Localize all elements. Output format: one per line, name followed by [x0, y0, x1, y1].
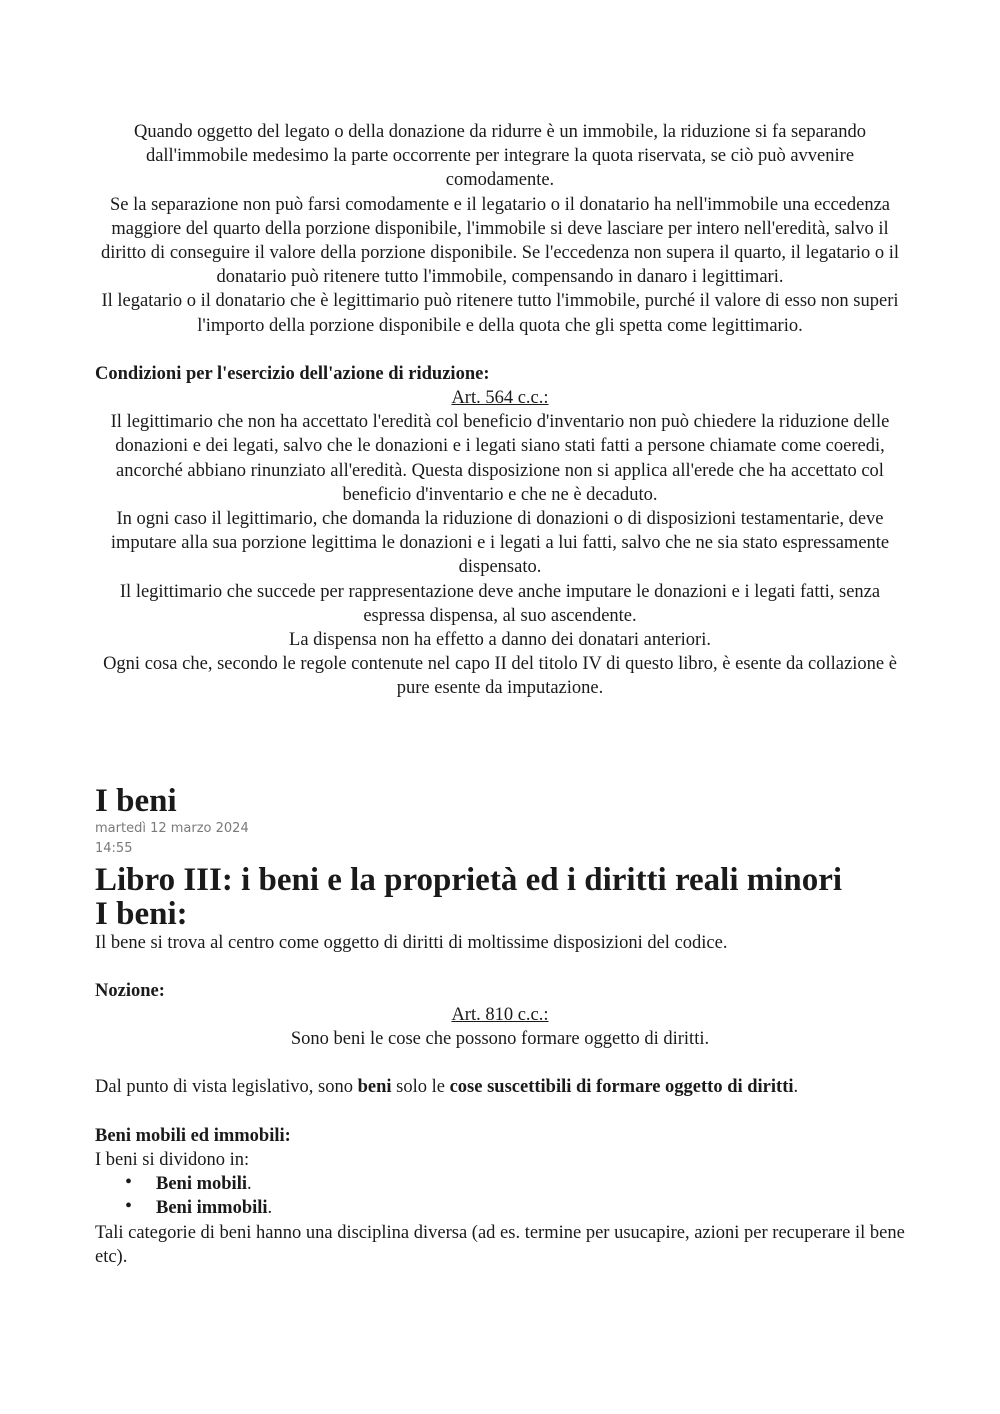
text-run: .: [793, 1077, 799, 1098]
document-page: [95, 120, 905, 1269]
paragraph: Il legatario o il donatario che è legittimario può ritenere tutto l'immobile, purché il valore di esso non superi l'importo della porzione disponibile e della quota che gli spetta come legittimario.: [101, 291, 899, 336]
paragraph: Quando oggetto del legato o della donazione da ridurre è un immobile, la riduzione si fa separando dall'immobile medesimo la parte occorrente per integrare la quota riservata, se ciò può avvenire comodamente.: [133, 122, 867, 191]
bullet-list: [95, 1172, 905, 1220]
list-item-bold: Beni mobili: [156, 1174, 247, 1195]
list-item: [125, 1172, 905, 1196]
bullet-icon: •: [125, 1171, 133, 1194]
list-intro: I beni si dividono in:: [95, 1149, 250, 1170]
list-item: [125, 1196, 905, 1220]
book-title: Libro III: i beni e la proprietà ed i diritti reali minori: [95, 861, 843, 898]
bullet-icon: •: [125, 1195, 133, 1218]
section-subtitle: I beni:: [95, 895, 188, 932]
bold-term: beni: [357, 1077, 392, 1098]
paragraph: La dispensa non ha effetto a danno dei donatari anteriori.: [289, 630, 711, 651]
intro-text: Il bene si trova al centro come oggetto di diritti di moltissime disposizioni del codice.: [95, 932, 728, 953]
paragraph: Il legittimario che non ha accettato l'eredità col beneficio d'inventario non può chiedere la riduzione delle donazioni e dei legati, salvo che le donazioni e i legati siano stati fatti a persone chiamate come coeredi, ancorché abbiano rinunziato all'eredità. Questa disposizione non si applica all'erede che ha accettato col beneficio d'inventario e che ne è decaduto.: [110, 412, 890, 505]
bold-term: cose suscettibili di formare oggetto di diritti: [449, 1077, 794, 1098]
text-run: Dal punto di vista legislativo, sono: [95, 1077, 358, 1098]
section-heading-nozione: Nozione:: [95, 980, 165, 1001]
paragraph: Il legittimario che succede per rappresentazione deve anche imputare le donazioni e i legati fatti, senza espressa dispensa, al suo ascendente.: [119, 581, 881, 626]
closing-text: Tali categorie di beni hanno una disciplina diversa (ad es. termine per usucapire, azioni per recuperare il bene etc).: [95, 1222, 905, 1267]
list-item-bold: Beni immobili: [156, 1198, 268, 1219]
section-heading-mobili: Beni mobili ed immobili:: [95, 1125, 291, 1146]
section-heading-conditions: Condizioni per l'esercizio dell'azione di riduzione:: [95, 363, 490, 384]
paragraph: In ogni caso il legittimario, che domanda la riduzione di donazioni o di disposizioni testamentarie, deve imputare alla sua porzione legittima le donazioni e i legati a lui fatti, salvo che ne sia stato espressamente dispensato.: [110, 509, 890, 578]
paragraph: Ogni cosa che, secondo le regole contenute nel capo II del titolo IV di questo libro, è esente da collazione è pure esente da imputazione.: [103, 654, 897, 699]
list-item-rest: .: [246, 1174, 252, 1195]
article-link-564[interactable]: Art. 564 c.c.:: [451, 388, 549, 409]
list-item-rest: .: [267, 1198, 273, 1219]
legislative-definition: [95, 1075, 905, 1099]
note-title: I beni: [95, 782, 177, 819]
note-time: 14:55: [95, 840, 133, 856]
article-text: Sono beni le cose che possono formare oggetto di diritti.: [290, 1029, 710, 1050]
note-date: martedì 12 marzo 2024: [95, 820, 249, 836]
article-link-810[interactable]: Art. 810 c.c.:: [451, 1005, 549, 1026]
paragraph: Se la separazione non può farsi comodamente e il legatario o il donatario ha nell'immobile una eccedenza maggiore del quarto della porzione disponibile, l'immobile si deve lasciare per intero nell'eredità, salvo il diritto di conseguire il valore della porzione disponibile. Se l'eccedenza non supera il quarto, il legatario o il donatario può ritenere tutto l'immobile, compensando in danaro i legittimari.: [100, 194, 900, 288]
text-run: solo le: [391, 1077, 450, 1098]
